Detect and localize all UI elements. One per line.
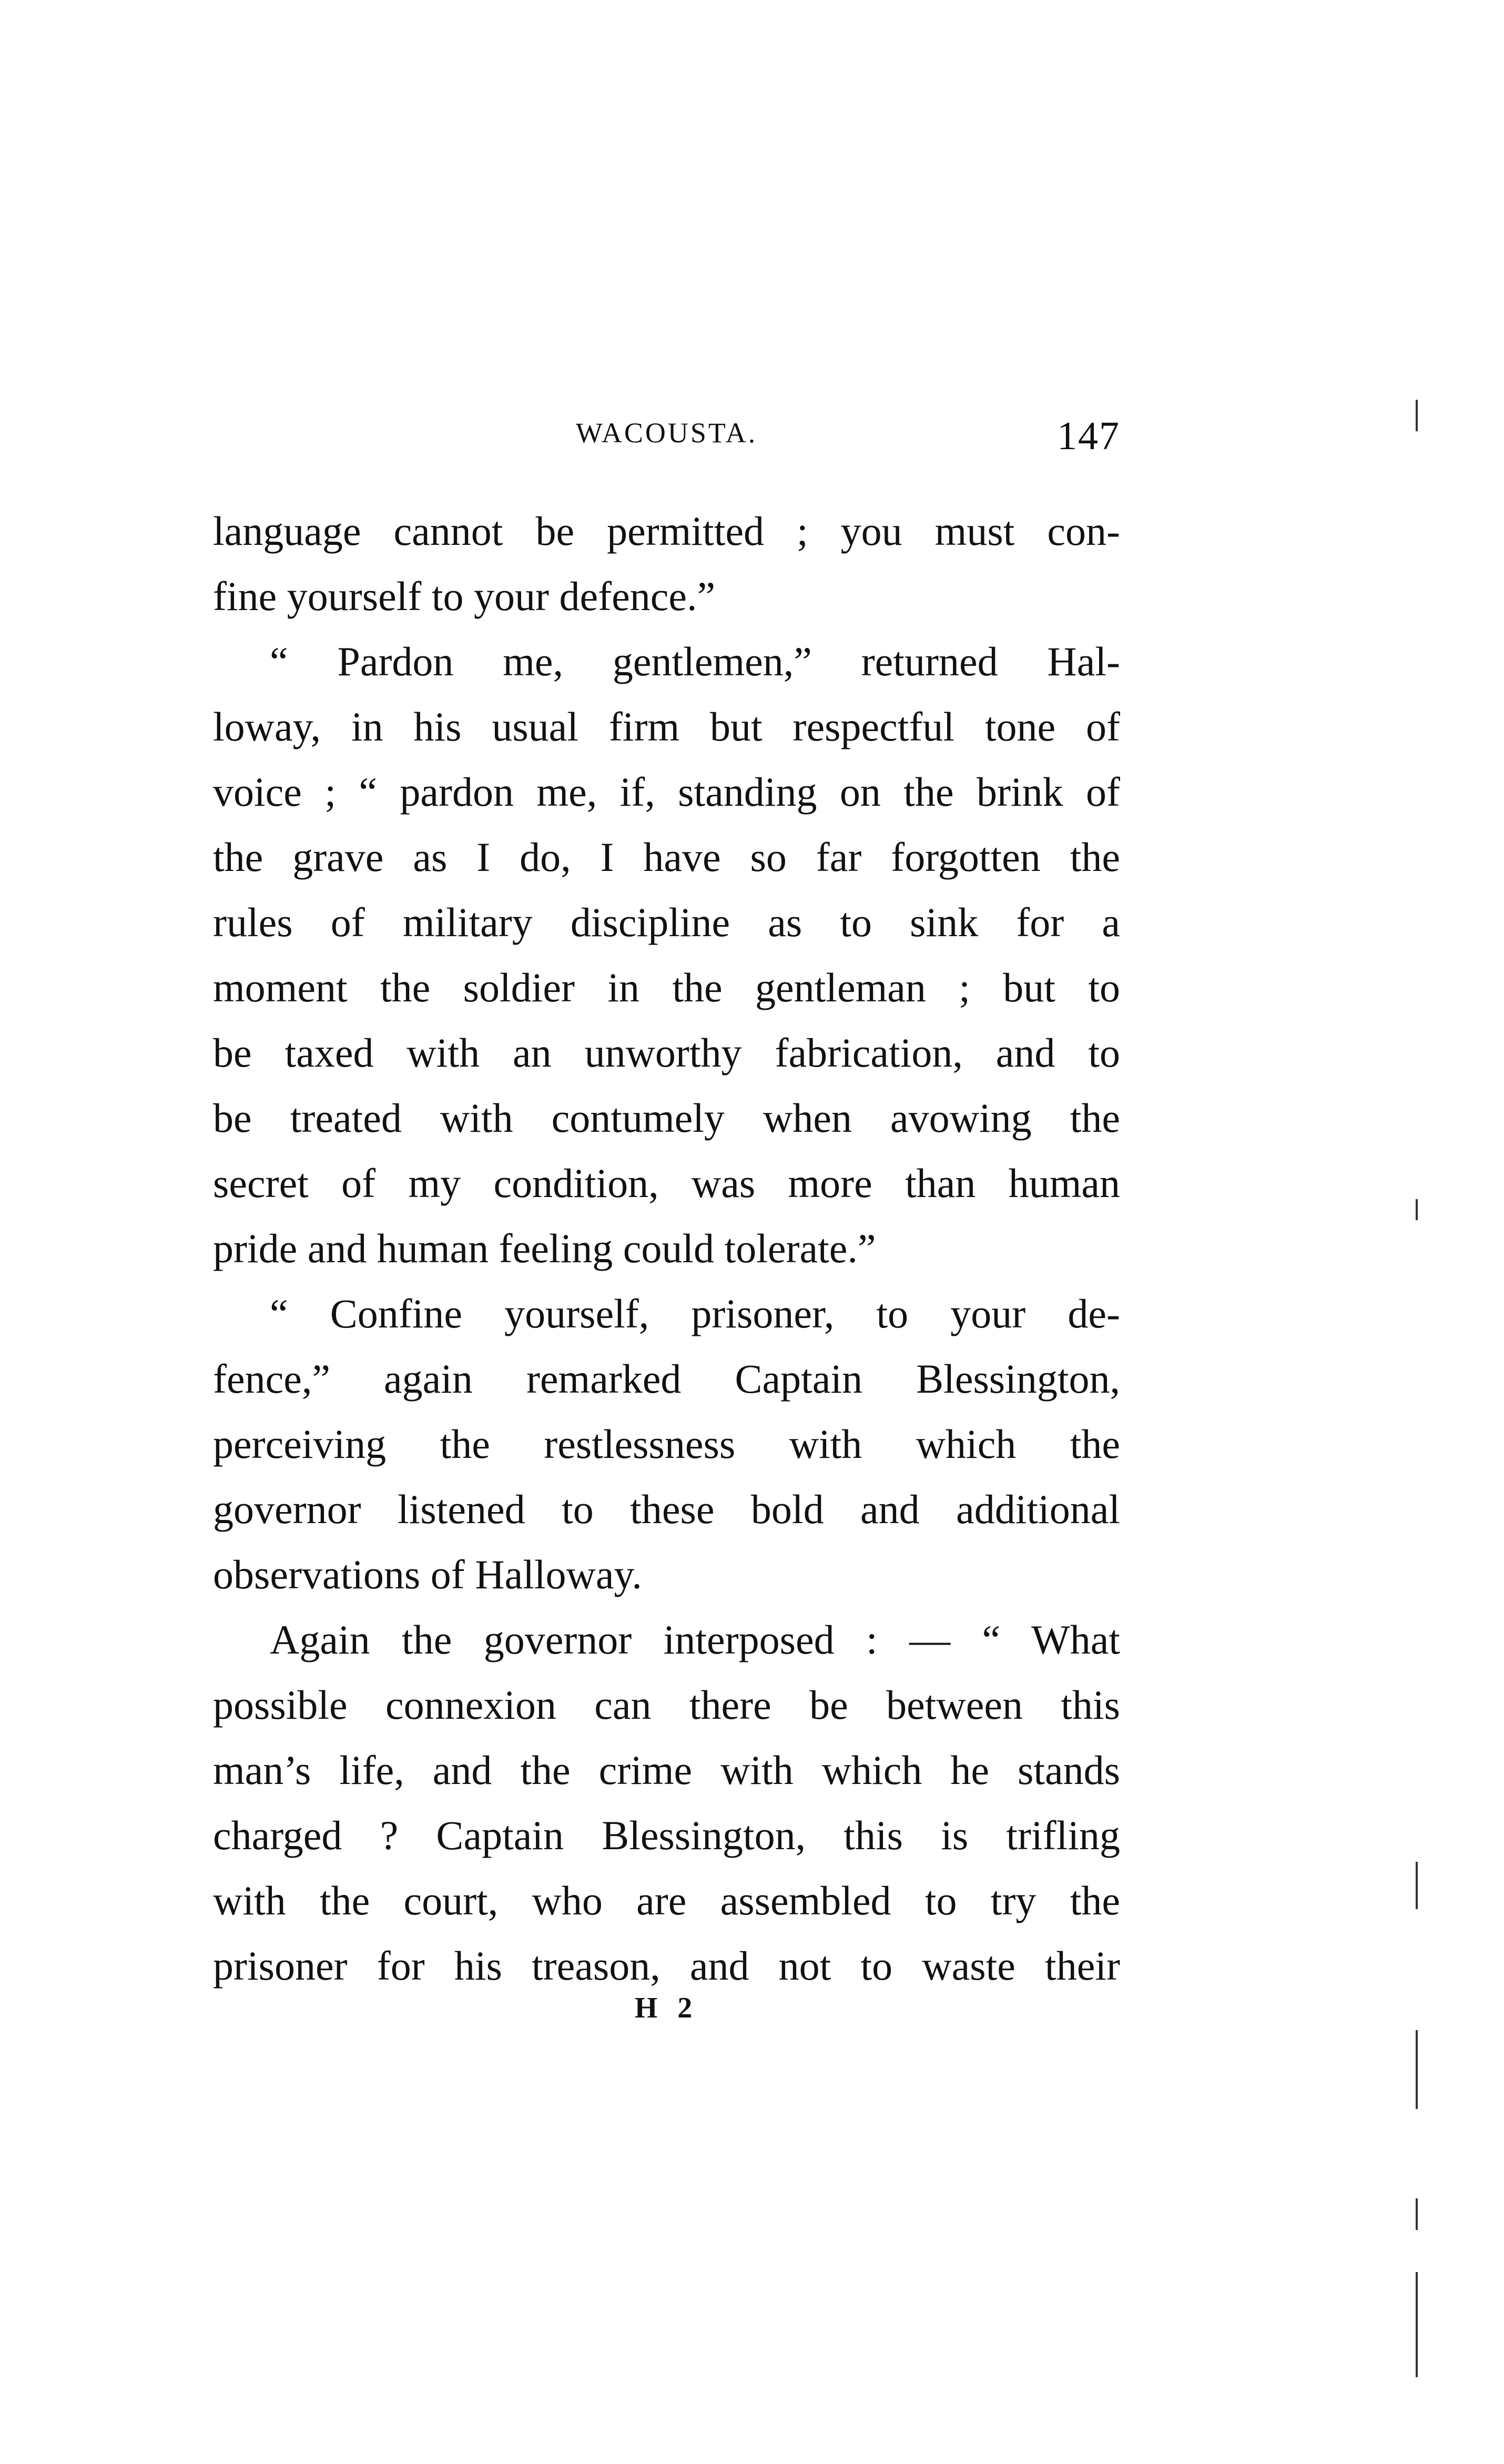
text-line: fence,” again remarked Captain Blessington,: [213, 1356, 1120, 1402]
text-line: “ Pardon me, gentlemen,” returned Hal-: [270, 638, 1120, 684]
text-line: perceiving the restlessness with which the: [213, 1421, 1120, 1467]
text-line: charged ? Captain Blessington, this is trifling: [213, 1812, 1120, 1858]
body-text: [213, 499, 1120, 1999]
text-line: “ Confine yourself, prisoner, to your de-: [270, 1291, 1120, 1336]
text-line: possible connexion can there be between this: [213, 1682, 1120, 1728]
text-line: governor listened to these bold and additional: [213, 1486, 1120, 1532]
text-line: with the court, who are assembled to try the: [213, 1878, 1120, 1923]
text-line: moment the soldier in the gentleman ; but to: [213, 965, 1120, 1010]
text-line: loway, in his usual firm but respectful tone of: [213, 704, 1120, 749]
text-line: fine yourself to your defence.”: [213, 573, 716, 619]
text-line: be treated with contumely when avowing the: [213, 1095, 1120, 1141]
text-line: man’s life, and the crime with which he stands: [213, 1747, 1120, 1793]
text-line: Again the governor interposed : — “ What: [270, 1617, 1120, 1662]
signature-mark: H 2: [634, 1992, 699, 2024]
running-head: [213, 413, 1120, 461]
running-title: WACOUSTA.: [575, 417, 758, 449]
text-line: secret of my condition, was more than human: [213, 1160, 1120, 1206]
page-edge-marks: [1414, 400, 1420, 2377]
page-number: 147: [1057, 414, 1120, 458]
text-line: language cannot be permitted ; you must con-: [213, 508, 1120, 554]
text-line: prisoner for his treason, and not to waste their: [213, 1943, 1120, 1989]
text-line: voice ; “ pardon me, if, standing on the brink of: [213, 769, 1120, 815]
text-line: be taxed with an unworthy fabrication, and to: [213, 1030, 1120, 1076]
text-line: rules of military discipline as to sink for a: [213, 899, 1120, 945]
text-line: the grave as I do, I have so far forgotten the: [213, 834, 1120, 880]
text-line: observations of Halloway.: [213, 1552, 642, 1597]
text-line: pride and human feeling could tolerate.”: [213, 1225, 876, 1271]
